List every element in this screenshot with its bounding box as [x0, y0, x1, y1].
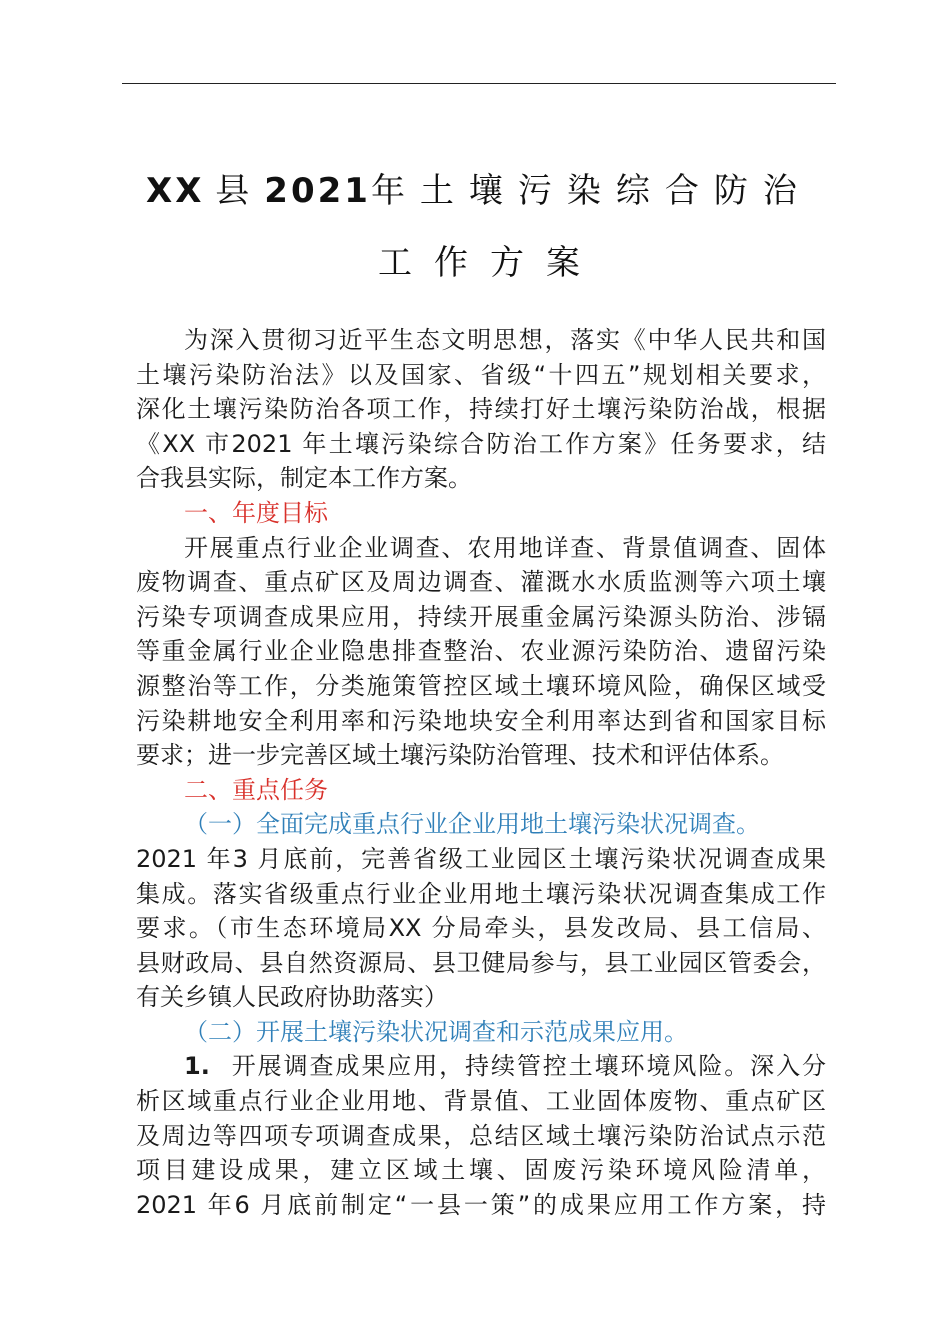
paragraph-first-line: 开展重点行业企业调查、农用地详查、背景值调查、固体: [184, 533, 826, 562]
paragraph-line: 县财政局、县自然资源局、县卫健局参与，县工业园区管委会，: [136, 948, 826, 977]
paragraph-line: 2021 年3 月底前，完善省级工业园区土壤污染状况调查成果: [136, 844, 826, 873]
title-main: 年土壤污染综合防治: [370, 171, 812, 211]
item-text: 开展调查成果应用，持续管控土壤环境风险。深入分: [229, 1052, 826, 1081]
title-county: 县: [215, 171, 265, 211]
section-heading: 一、年度目标: [184, 498, 328, 527]
paragraph-line: 等重金属行业企业隐患排查整治、农业源污染防治、遗留污染: [136, 637, 826, 666]
paragraph-line: 土壤污染防治法》以及国家、省级“十四五”规划相关要求，: [136, 360, 826, 389]
subsection-heading: （一）全面完成重点行业企业用地土壤污染状况调查。: [184, 810, 760, 839]
paragraph-first-line: 为深入贯彻习近平生态文明思想，落实《中华人民共和国: [184, 326, 826, 354]
paragraph-line: 污染耕地安全利用率和污染地块安全利用率达到省和国家目标: [136, 706, 826, 735]
document-title-line-2: 工作方案: [378, 243, 602, 283]
document-title-line-1: [122, 163, 836, 212]
section-heading: 二、重点任务: [184, 775, 328, 804]
subsection-heading: （二）开展土壤污染状况调查和示范成果应用。: [184, 1017, 688, 1046]
paragraph-line: 废物调查、重点矿区及周边调查、灌溉水水质监测等六项土壤: [136, 568, 826, 597]
item-number: 1.: [184, 1052, 210, 1081]
numbered-item-first-line: [136, 1049, 826, 1084]
paragraph-line: 集成。落实省级重点行业企业用地土壤污染状况调查集成工作: [136, 879, 826, 908]
title-year: 2021: [264, 171, 371, 211]
paragraph-line: 污染专项调查成果应用，持续开展重金属污染源头防治、涉镉: [136, 602, 826, 631]
paragraph-line: 《XX 市2021 年土壤污染综合防治工作方案》任务要求，结: [136, 429, 826, 458]
paragraph-last-line: 有关乡镇人民政府协助落实）: [136, 983, 448, 1012]
paragraph-last-line: 合我县实际，制定本工作方案。: [136, 464, 472, 493]
paragraph-last-line: 要求；进一步完善区域土壤污染防治管理、技术和评估体系。: [136, 741, 784, 770]
paragraph-line: 2021 年6 月底前制定“一县一策”的成果应用工作方案，持: [136, 1190, 826, 1219]
header-rule: [122, 83, 836, 84]
document-body: [136, 323, 826, 1222]
paragraph-line: 项目建设成果，建立区域土壤、固废污染环境风险清单，: [136, 1156, 826, 1185]
title-prefix: XX: [146, 171, 205, 211]
paragraph-line: 源整治等工作，分类施策管控区域土壤环境风险，确保区域受: [136, 671, 826, 700]
paragraph-line: 析区域重点行业企业用地、背景值、工业固体废物、重点矿区: [136, 1087, 826, 1116]
paragraph-line: 要求。（市生态环境局XX 分局牵头，县发改局、县工信局、: [136, 914, 826, 943]
paragraph-line: 深化土壤污染防治各项工作，持续打好土壤污染防治战，根据: [136, 395, 826, 424]
paragraph-line: 及周边等四项专项调查成果，总结区域土壤污染防治试点示范: [136, 1121, 826, 1150]
